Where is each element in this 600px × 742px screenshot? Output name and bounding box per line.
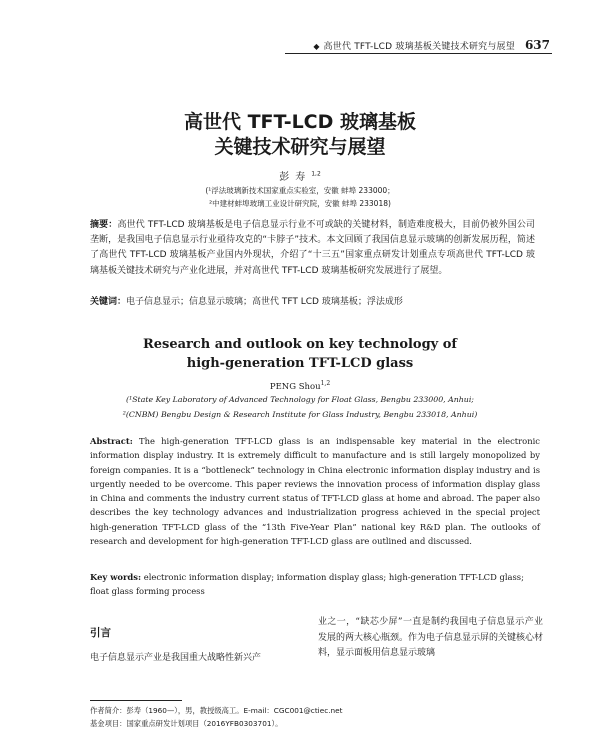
chinese-author-sup: 1,2: [311, 170, 321, 178]
running-header: [300, 38, 550, 52]
chinese-title: [0, 110, 600, 160]
chinese-abstract: [90, 218, 535, 279]
chinese-abstract-label: 摘要：: [90, 220, 118, 230]
english-title-line1: Research and outlook on key technology of: [142, 337, 458, 352]
left-column: [90, 615, 302, 667]
header-diamond-mark: ◆: [313, 42, 320, 51]
english-affiliation-1: (¹State Key Laboratory of Advanced Technology for Float Glass, Bengbu 233000, Anhui;: [126, 395, 474, 404]
footnote-author-info: 作者简介：彭寿（1960—），男，教授级高工。E-mail：CGC001@ctiec.net: [90, 706, 343, 715]
chinese-affiliation-1: (¹浮法玻璃新技术国家重点实验室，安徽 蚌埠 233000；: [205, 186, 395, 195]
english-title-line2: high-generation TFT-LCD glass: [186, 356, 414, 371]
right-column-text: 业之一，“缺芯少屏”一直是制约我国电子信息显示产业发展的两大核心瓶颈。作为电子信息显示屏的关键核心材料，显示面板用信息显示玻璃: [318, 617, 544, 658]
english-abstract-label: Abstract:: [90, 436, 133, 446]
english-keywords-text: electronic information display; information display glass; high-generation TFT-LCD glass; float glass forming process: [90, 572, 524, 597]
header-rule: [285, 53, 552, 54]
english-title: [0, 335, 600, 373]
chinese-keywords: [90, 295, 535, 309]
section-heading-introduction: 引言: [90, 627, 111, 639]
chinese-title-line2: 关键技术研究与展望: [214, 136, 386, 158]
chinese-abstract-text: 高世代 TFT-LCD 玻璃基板是电子信息显示行业不可或缺的关键材料，制造难度极大，目前仍被外国公司垄断，是我国电子信息显示行业亟待攻克的“卡脖子”技术。本文回顾了我国信息显示玻璃的创新发展历程，简述了高世代 TFT-LCD 玻璃基板产业国内外现状，介绍了“十三五”国家重点研发计划重点专项高世代 TFT-LCD 玻璃基板关键技术研究与产业化进展，并对高世代 TFT-LCD 玻璃基板研究发展进行了展望。: [90, 220, 535, 276]
english-author: [0, 380, 600, 392]
english-affiliation-2: ²(CNBM) Bengbu Design & Research Institute for Glass Industry, Bengbu 233018, Anhui): [122, 410, 478, 419]
chinese-author-name: 彭寿: [279, 172, 312, 183]
english-keywords-label: Key words:: [90, 572, 142, 582]
chinese-keywords-text: 电子信息显示；信息显示玻璃；高世代 TFT LCD 玻璃基板；浮法成形: [126, 297, 403, 307]
page-number: 637: [524, 38, 550, 52]
english-keywords: [90, 570, 540, 599]
chinese-author: [0, 168, 600, 183]
footnote-funding: 基金项目：国家重点研发计划项目（2016YFB0303701）。: [90, 719, 283, 728]
left-column-text: 电子信息显示产业是我国重大战略性新兴产: [90, 653, 262, 663]
running-header-title: 高世代 TFT-LCD 玻璃基板关键技术研究与展望: [323, 42, 515, 52]
english-abstract: [90, 434, 540, 548]
footnote-rule: [90, 700, 182, 701]
english-author-name: PENG Shou: [269, 381, 321, 392]
english-author-sup: 1,2: [320, 380, 331, 387]
chinese-title-line1: 高世代 TFT-LCD 玻璃基板: [183, 111, 417, 133]
english-abstract-text: The high-generation TFT-LCD glass is an indispensable key material in the electronic information display industry. It is extremely difficult to manufacture and is still largely monopolized by foreign companies. It is a “bottleneck” technology in China electronic information display industry and is urgently needed to be overcome. This paper reviews the innovation process of information display glass in China and comments the industry current status of TFT-LCD glass at home and abroad. The paper also describes the key technology advances and industrialization progress achieved in the special project high-generation TFT-LCD glass of the “13th Five-Year Plan” national key R&D plan. The outlooks of research and development for high-generation TFT-LCD glass are outlined and discussed.: [90, 436, 540, 547]
chinese-keywords-label: 关键词：: [90, 297, 127, 307]
chinese-affiliation-2: ²中建材蚌埠玻璃工业设计研究院，安徽 蚌埠 233018): [209, 199, 391, 208]
